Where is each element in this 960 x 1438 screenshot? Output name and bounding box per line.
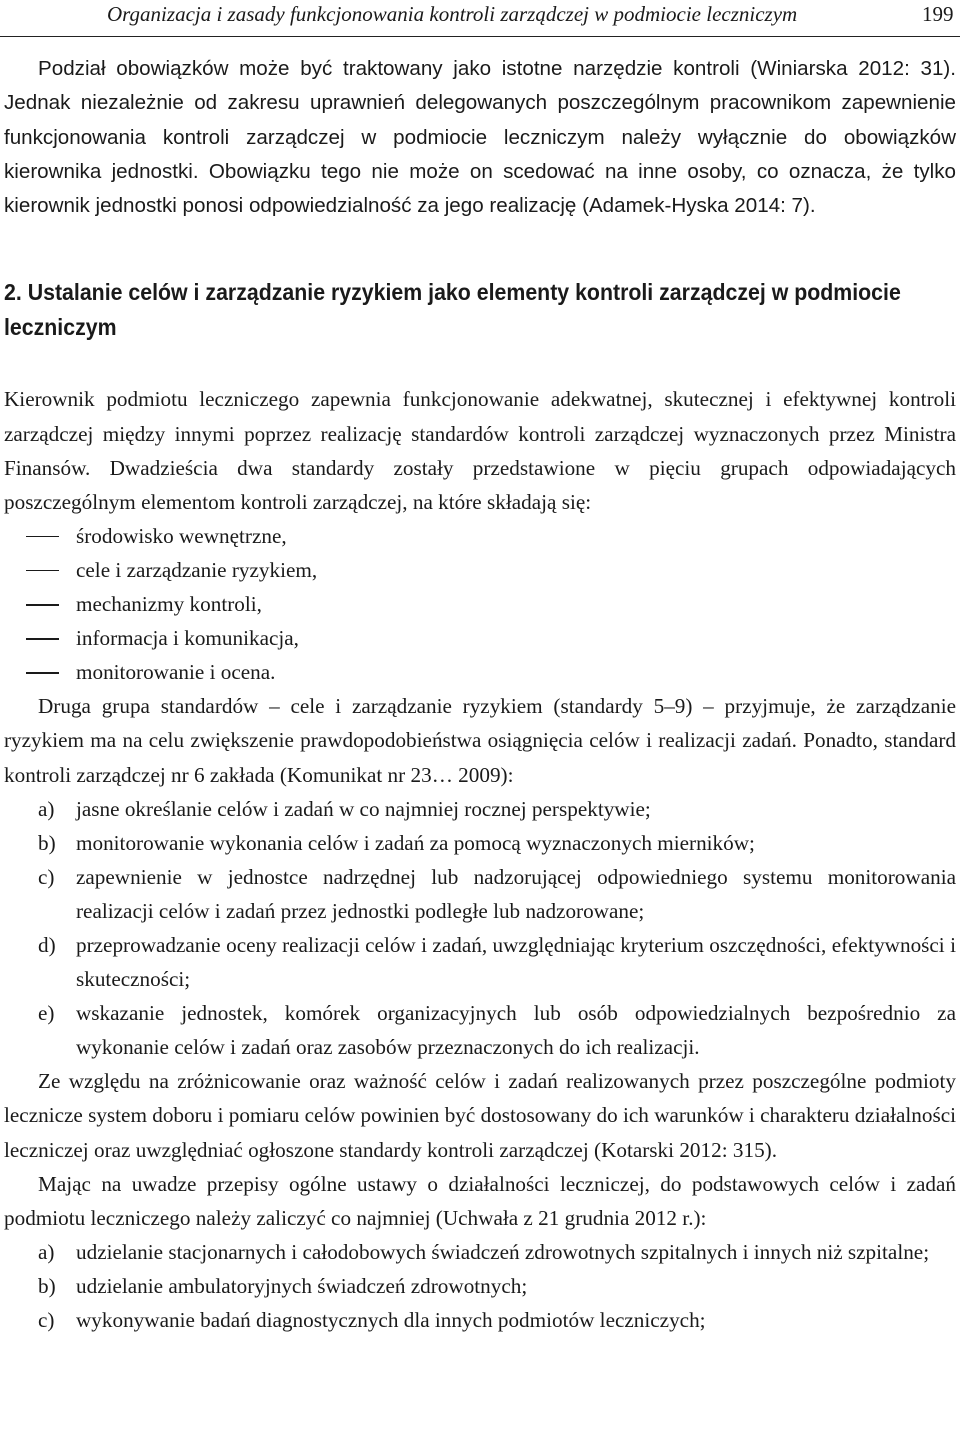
list-item-text: udzielanie ambulatoryjnych świadczeń zdrowotnych; <box>76 1273 528 1298</box>
list-item: cele i zarządzanie ryzykiem, <box>4 553 956 587</box>
list-item <box>4 826 956 860</box>
list-item-text: monitorowanie wykonania celów i zadań za pomocą wyznaczonych mierników; <box>76 830 755 855</box>
list-item <box>4 928 956 996</box>
list-item: monitorowanie i ocena. <box>4 655 956 689</box>
paragraph-diversity: Ze względu na zróżnicowanie oraz ważność celów i zadań realizowanych przez poszczególne podmioty lecznicze system doboru i pomiaru celów powinien być dostosowany do ich warunków i charakteru działalności leczniczej oraz uwzględniać ogłoszone standardy kontroli zarządczej (Kotarski 2012: 315). <box>4 1069 956 1162</box>
list-item-text: zapewnienie w jednostce nadrzędnej lub nadzorującej odpowiedniego systemu monitorowania realizacji celów i zadań przez jednostki podległe lub nadzorowane; <box>76 864 956 923</box>
paragraph-basic-goals: Mając na uwadze przepisy ogólne ustawy o działalności leczniczej, do podstawowych celów i zadań podmiotu leczniczego należy zaliczyć co najmniej (Uchwała z 21 grudnia 2012 r.): <box>4 1171 956 1230</box>
paragraph-second-group: Druga grupa standardów – cele i zarządzanie ryzykiem (standardy 5–9) – przyjmuje, że zarządzanie ryzykiem ma na celu zwiększenie prawdopodobieństwa osiągnięcia celów i realizacji zadań. Ponadto, standard kontroli zarządczej nr 6 zakłada (Komunikat nr 23… 2009): <box>4 694 956 787</box>
list-item-text: udzielanie stacjonarnych i całodobowych świadczeń zdrowotnych szpitalnych i innych niż szpitalne; <box>76 1239 930 1264</box>
page-number: 199 <box>922 2 954 26</box>
list-item <box>4 1235 956 1269</box>
paragraph-standards-intro: Kierownik podmiotu leczniczego zapewnia funkcjonowanie adekwatnej, skutecznej i efektywnej kontroli zarządczej między innymi poprzez realizację standardów kontroli zarządczej wyznaczonych przez Ministra Finansów. Dwadzieścia dwa standardy zostały przedstawione w pięciu grupach odpowiadających poszczególnym elementom kontroli zarządczej, na które składają się: <box>4 387 956 514</box>
list-item <box>4 996 956 1064</box>
list-item-text: wskazanie jednostek, komórek organizacyjnych lub osób odpowiedzialnych bezpośrednio za wykonanie celów i zadań oraz zasobów przeznaczonych do ich realizacji. <box>76 1001 956 1060</box>
list-item: mechanizmy kontroli, <box>4 587 956 621</box>
list-item <box>4 1303 956 1337</box>
list-item-text: przeprowadzanie oceny realizacji celów i zadań, uwzględniając kryterium oszczędności, efektywności i skuteczności; <box>76 932 956 992</box>
page-content <box>4 52 956 1337</box>
list-marker: a) <box>38 1239 55 1264</box>
standard-6-list <box>4 792 956 1065</box>
list-item: środowisko wewnętrzne, <box>4 519 956 553</box>
list-item <box>4 792 956 826</box>
list-item-text: jasne określanie celów i zadań w co najmniej rocznej perspektywie; <box>76 796 651 821</box>
section-body <box>4 382 956 1337</box>
running-title: Organizacja i zasady funkcjonowania kontroli zarządczej w podmiocie leczniczym <box>107 2 798 26</box>
basic-goals-list <box>4 1235 956 1337</box>
list-item: informacja i komunikacja, <box>4 621 956 655</box>
control-elements-list <box>4 519 956 689</box>
list-marker: a) <box>38 796 55 821</box>
list-item-text: wykonywanie badań diagnostycznych dla innych podmiotów leczniczych; <box>76 1308 706 1333</box>
running-header <box>0 0 960 37</box>
list-marker: b) <box>38 1273 56 1298</box>
section-heading: 2. Ustalanie celów i zarządzanie ryzykiem jako elementy kontroli zarządczej w podmiocie leczniczym <box>4 279 901 340</box>
list-item <box>4 860 956 928</box>
intro-paragraph: Podział obowiązków może być traktowany jako istotne narzędzie kontroli (Winiarska 2012: 31). Jednak niezależnie od zakresu uprawnień delegowanych poszczególnym pracownikom zapewnienie funkcjonowania kontroli zarządczej w podmiocie leczniczym należy wyłącznie do obowiązków kierownika jednostki. Obowiązku tego nie może on scedować na inne osoby, co oznacza, że tylko kierownik jednostki ponosi odpowiedzialność za jego realizację (Adamek-Hyska 2014: 7). <box>4 57 956 218</box>
list-item <box>4 1269 956 1303</box>
list-marker: c) <box>38 1308 55 1333</box>
list-marker: d) <box>38 932 56 957</box>
list-marker: b) <box>38 830 56 855</box>
list-marker: e) <box>38 1001 55 1026</box>
list-marker: c) <box>38 864 55 889</box>
